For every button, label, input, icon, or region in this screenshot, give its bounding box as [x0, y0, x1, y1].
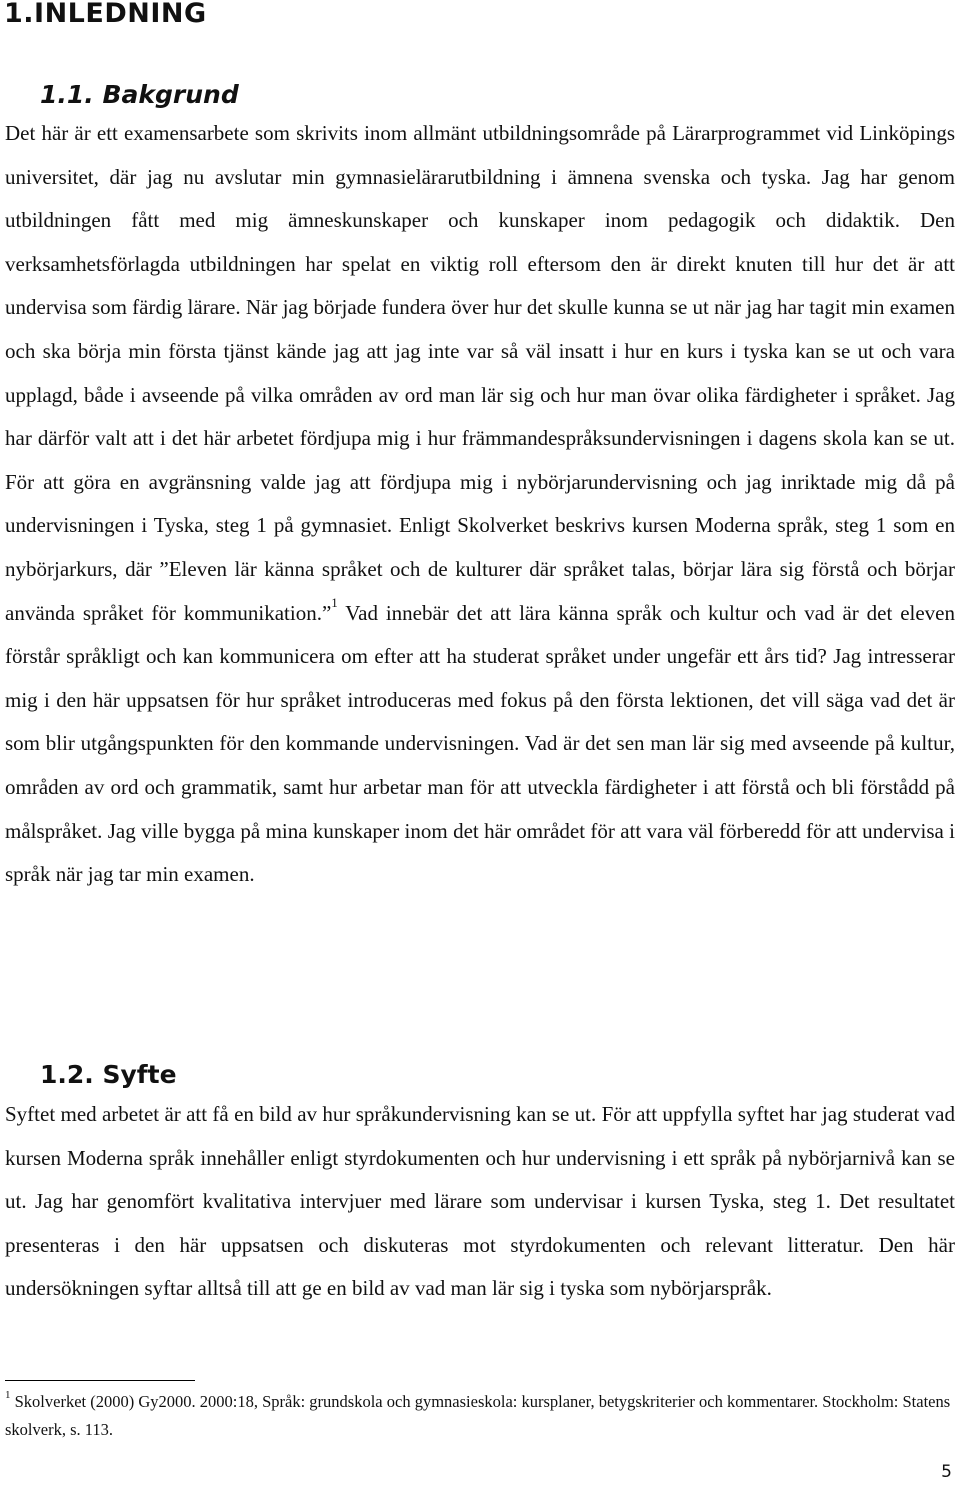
footnote-number: 1: [5, 1389, 11, 1401]
chapter-heading: 1.INLEDNING: [4, 0, 207, 29]
section-heading-syfte: 1.2. Syfte: [40, 1060, 177, 1089]
paragraph-syfte: Syftet med arbetet är att få en bild av hur språkundervisning kan se ut. För att uppfylla syftet har jag studerat vad kursen Moderna språk innehåller enligt styrdokumenten och hur undervisning i ett språk på nybörjarnivå kan se ut. Jag har genomfört kvalitativa intervjuer med lärare som undervisar i kursen Tyska, steg 1. Det resultatet presenteras i den här uppsatsen och diskuteras mot styrdokumenten och relevant litteratur. Den här undersökningen syftar alltså till att ge en bild av vad man lär sig i tyska som nybörjarspråk.: [5, 1102, 955, 1301]
footnote: [5, 1388, 955, 1444]
page-number: 5: [941, 1462, 952, 1482]
footnote-divider: [5, 1380, 195, 1381]
footnote-text: Skolverket (2000) Gy2000. 2000:18, Språk: grundskola och gymnasieskola: kursplaner, betygskriterier och kommentarer. Stockholm: Statens skolverk, s. 113.: [5, 1392, 951, 1439]
section-heading-bakgrund: 1.1. Bakgrund: [40, 80, 239, 109]
footnote-reference: 1: [331, 594, 338, 610]
paragraph-bakgrund-part2: Vad innebär det att lära känna språk och kultur och vad är det eleven förstår språkligt och kan kommunicera om efter att ha studerat språket under ungefär ett års tid? Jag intresserar mig i den här uppsatsen för hur språket introduceras med fokus på den första lektionen, det vill säga vad det är som blir utgångspunkten för den kommande undervisningen. Vad är det sen man lär sig med avseende på kultur, områden av ord och grammatik, samt hur arbetar man för att utveckla färdigheter i att förstå och bli förstådd på målspråket. Jag ville bygga på mina kunskaper inom det här området för att vara väl förberedd för att undervisa i språk när jag tar min examen.: [5, 600, 955, 887]
paragraph-bakgrund-part1: Det här är ett examensarbete som skrivits inom allmänt utbildningsområde på Lärarprogrammet vid Linköpings universitet, där jag nu avslutar min gymnasielärarutbildning i ämnena svenska och tyska. Jag har genom utbildningen fått med mig ämneskunskaper och kunskaper inom pedagogik och didaktik. Den verksamhetsförlagda utbildningen har spelat en viktig roll eftersom den är direkt knuten till hur det är att undervisa som färdig lärare. När jag började fundera över hur det skulle kunna se ut när jag har tagit min examen och ska börja min första tjänst kände jag att jag inte var så väl insatt i hur en kurs i tyska kan se ut och vara upplagd, både i avseende på vilka områden av ord man lär sig och hur man övar olika färdigheter i språket. Jag har därför valt att i det här arbetet fördjupa mig i hur främmandespråksundervisningen i dagens skola kan se ut. För att göra en avgränsning valde jag att fördjupa mig i nybörjarundervisning och jag inriktade mig då på undervisningen i Tyska, steg 1 på gymnasiet. Enligt Skolverket beskrivs kursen Moderna språk, steg 1 som en nybörjarkurs, där ”Eleven lär känna språket och de kulturer där språket talas, börjar lära sig förstå och börjar använda språket för kommunikation.”: [5, 121, 955, 625]
paragraph-bakgrund: [5, 112, 955, 897]
